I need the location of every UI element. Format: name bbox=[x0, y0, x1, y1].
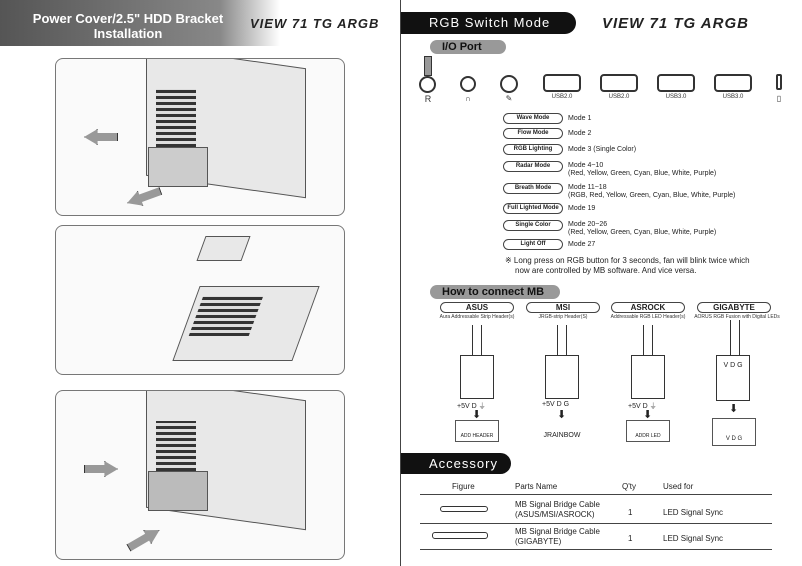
headphone-jack-icon bbox=[460, 76, 476, 92]
cable bbox=[557, 325, 567, 355]
used-for: LED Signal Sync bbox=[663, 534, 724, 543]
arrow-down-icon bbox=[424, 56, 432, 76]
section-title-rgb-switch: RGB Switch Mode bbox=[401, 12, 576, 34]
cable-figure-icon bbox=[440, 506, 488, 512]
mb-header: ADDR LED bbox=[626, 420, 670, 442]
mode-desc: Mode 2 bbox=[568, 130, 592, 137]
hdd-bracket bbox=[196, 236, 250, 261]
psu-area bbox=[148, 471, 208, 511]
brand-gigabyte: GIGABYTE bbox=[697, 302, 771, 313]
port-label: USB2.0 bbox=[608, 94, 630, 100]
page-divider bbox=[400, 0, 401, 566]
mode-button-rgb-lighting: RGB Lighting bbox=[503, 144, 563, 155]
used-for: LED Signal Sync bbox=[663, 508, 724, 517]
col-parts-name: Parts Name bbox=[515, 482, 558, 491]
mic-jack-icon bbox=[500, 75, 518, 93]
pin-labels: +5V D ⏚ bbox=[628, 403, 657, 410]
usb-port-icon bbox=[600, 74, 638, 92]
mode-desc: Mode 19 bbox=[568, 205, 596, 212]
psu-area bbox=[148, 147, 208, 187]
usb-port-icon bbox=[543, 74, 581, 92]
port-label: USB2.0 bbox=[551, 94, 573, 100]
mode-desc bbox=[568, 221, 716, 237]
note-line-1: ※ Long press on RGB button for 3 seconds, fan will blink twice which bbox=[505, 256, 750, 265]
expansion-slots bbox=[156, 421, 196, 471]
note-line-2: now are controlled by MB software. And vice versa. bbox=[515, 266, 697, 275]
usb-port-icon bbox=[714, 74, 752, 92]
brand-sub: Addressable RGB LED Header(s) bbox=[610, 314, 686, 320]
brand-logo-left: VIEW 71 TG ARGB bbox=[250, 16, 380, 31]
arrow-down-icon: ⬇ bbox=[643, 409, 653, 421]
mode-desc: Mode 3 (Single Color) bbox=[568, 146, 637, 153]
arrow-right-icon bbox=[84, 461, 118, 477]
mode-desc bbox=[568, 184, 735, 200]
port-label: ✎ bbox=[505, 94, 513, 103]
cable bbox=[643, 325, 653, 355]
cable-figure-icon bbox=[432, 532, 488, 539]
col-qty: Q'ty bbox=[622, 482, 636, 491]
brand-logo-right: VIEW 71 TG ARGB bbox=[602, 15, 749, 32]
mode-desc: Mode 1 bbox=[568, 115, 592, 122]
table-row bbox=[515, 500, 600, 520]
port-label: USB3.0 bbox=[665, 94, 687, 100]
brand-sub: AORUS RGB Fusion with Digital LEDs bbox=[694, 314, 780, 320]
table-row bbox=[515, 527, 600, 547]
mode-range: Mode 4~10 bbox=[568, 162, 604, 169]
table-rule bbox=[420, 494, 772, 495]
brand-sub: JRGB-strip Header(S) bbox=[538, 314, 588, 320]
port-label: ▯ bbox=[776, 94, 782, 103]
mode-button-breath: Breath Mode bbox=[503, 183, 563, 194]
mode-range: Mode 11~18 bbox=[568, 184, 607, 191]
connector-plug bbox=[631, 355, 665, 399]
connect-mb-heading: How to connect MB bbox=[430, 285, 560, 299]
connector-plug bbox=[460, 355, 494, 399]
mode-button-single-color: Single Color bbox=[503, 220, 563, 231]
mode-colors: (RGB, Red, Yellow, Green, Cyan, Blue, White, Purple) bbox=[568, 192, 736, 199]
connector-plug bbox=[545, 355, 579, 399]
step-1-illustration bbox=[55, 58, 345, 216]
mode-button-full-lighted: Full Lighted Mode bbox=[503, 203, 563, 214]
arrow-down-icon: ⬇ bbox=[557, 409, 567, 421]
mode-desc: Mode 27 bbox=[568, 241, 596, 248]
usb-port-icon bbox=[657, 74, 695, 92]
brand-msi: MSI bbox=[526, 302, 600, 313]
mode-desc bbox=[568, 162, 716, 178]
port-label: USB3.0 bbox=[722, 94, 744, 100]
arrow-down-icon: ⬇ bbox=[472, 409, 482, 421]
arrow-up-right-icon bbox=[124, 523, 163, 555]
mb-header: ADD HEADER bbox=[455, 420, 499, 442]
step-3-illustration bbox=[55, 390, 345, 560]
hdd-led-icon bbox=[776, 74, 782, 90]
mode-button-wave: Wave Mode bbox=[503, 113, 563, 124]
cable bbox=[730, 320, 740, 355]
reset-button-icon bbox=[419, 76, 436, 93]
arrow-left-icon bbox=[84, 129, 118, 145]
part-name-sub: (GIGABYTE) bbox=[515, 537, 562, 546]
note-text bbox=[505, 256, 750, 276]
arrow-down-left-icon bbox=[124, 183, 163, 210]
part-name-sub: (ASUS/MSI/ASROCK) bbox=[515, 510, 595, 519]
port-label: R bbox=[424, 94, 432, 104]
mode-button-radar: Radar Mode bbox=[503, 161, 563, 172]
col-used-for: Used for bbox=[663, 482, 694, 491]
port-label: ∩ bbox=[465, 94, 471, 103]
brand-sub: Aura Addressable Strip Header(s) bbox=[439, 314, 515, 320]
pin-labels: +5V D G bbox=[542, 401, 570, 408]
accessory-heading: Accessory bbox=[401, 453, 511, 474]
mode-button-light-off: Light Off bbox=[503, 239, 563, 250]
mode-button-flow: Flow Mode bbox=[503, 128, 563, 139]
mb-header: V D G bbox=[712, 418, 756, 446]
brand-asus: ASUS bbox=[440, 302, 514, 313]
mode-colors: (Red, Yellow, Green, Cyan, Blue, White, Purple) bbox=[568, 170, 717, 177]
table-rule bbox=[420, 523, 772, 524]
step-2-illustration bbox=[55, 225, 345, 375]
qty: 1 bbox=[628, 534, 633, 543]
col-figure: Figure bbox=[452, 482, 475, 491]
left-page-title bbox=[8, 11, 248, 41]
brand-asrock: ASROCK bbox=[611, 302, 685, 313]
arrow-down-icon: ⬇ bbox=[729, 403, 739, 415]
mode-colors: (Red, Yellow, Green, Cyan, Blue, White, Purple) bbox=[568, 229, 717, 236]
part-name: MB Signal Bridge Cable bbox=[515, 500, 600, 509]
cable bbox=[472, 325, 482, 355]
connector-plug: V D G bbox=[716, 355, 750, 401]
table-rule bbox=[420, 549, 772, 550]
io-port-heading: I/O Port bbox=[430, 40, 506, 54]
title-line-1: Power Cover/2.5" HDD Bracket bbox=[32, 11, 224, 26]
title-line-2: Installation bbox=[93, 26, 163, 41]
mode-range: Mode 20~26 bbox=[568, 221, 608, 228]
part-name: MB Signal Bridge Cable bbox=[515, 527, 600, 536]
pin-labels: +5V D ⏚ bbox=[457, 403, 486, 410]
mb-header: JRAINBOW bbox=[543, 432, 581, 439]
qty: 1 bbox=[628, 508, 633, 517]
